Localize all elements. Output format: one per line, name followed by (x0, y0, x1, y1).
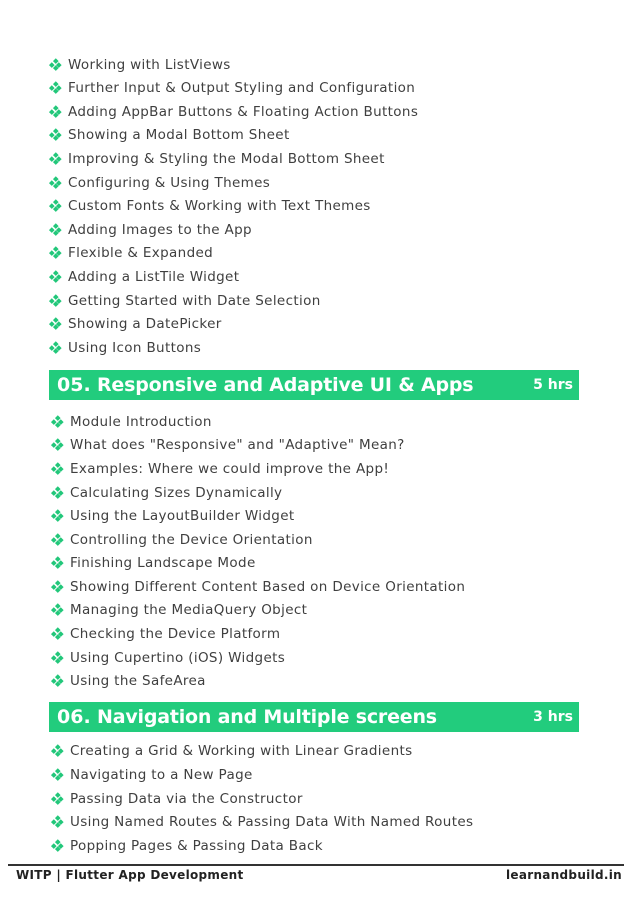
list-item-text: Using the LayoutBuilder Widget (70, 508, 295, 524)
list-item (52, 670, 206, 692)
list-item-text: Using Cupertino (iOS) Widgets (70, 650, 286, 666)
bullet-icon (50, 271, 61, 282)
bullet-icon (52, 793, 63, 804)
list-item-text: Further Input & Output Styling and Configuration (68, 80, 416, 96)
list-item (52, 576, 465, 598)
list-item (52, 764, 253, 786)
list-item (52, 552, 256, 574)
module-number: 05. (57, 374, 91, 396)
list-item (52, 411, 212, 433)
list-item-text: Custom Fonts & Working with Text Themes (68, 198, 371, 214)
list-item (50, 54, 231, 76)
bullet-icon (52, 510, 63, 521)
list-item (50, 313, 222, 335)
list-item-text: Improving & Styling the Modal Bottom Sheet (68, 151, 385, 167)
list-item (52, 811, 473, 833)
bullet-icon (52, 557, 63, 568)
bullet-icon (50, 153, 61, 164)
bullet-icon (50, 82, 61, 93)
list-item-text: Adding AppBar Buttons & Floating Action Buttons (68, 104, 419, 120)
list-item-text: Flexible & Expanded (68, 245, 214, 261)
list-item-text: Checking the Device Platform (70, 626, 281, 642)
bullet-icon (52, 628, 63, 639)
list-item-text: Navigating to a New Page (70, 767, 253, 783)
list-item (50, 172, 270, 194)
list-item (52, 788, 303, 810)
bullet-icon (50, 200, 61, 211)
list-item-text: What does "Responsive" and "Adaptive" Mean? (70, 437, 405, 453)
list-item (52, 835, 323, 857)
footer-course-title: WITP | Flutter App Development (16, 868, 244, 882)
list-item-text: Showing a DatePicker (68, 316, 222, 332)
footer-divider (8, 864, 624, 866)
bullet-icon (52, 439, 63, 450)
list-item-text: Module Introduction (70, 414, 212, 430)
bullet-icon (52, 534, 63, 545)
list-item (52, 458, 389, 480)
list-item (52, 623, 280, 645)
module-duration: 5 hrs (533, 377, 573, 393)
list-item-text: Popping Pages & Passing Data Back (70, 838, 323, 854)
list-item (50, 148, 385, 170)
list-item-text: Examples: Where we could improve the App! (70, 461, 390, 477)
list-item (50, 337, 201, 359)
bullet-icon (50, 106, 61, 117)
list-item-text: Finishing Landscape Mode (70, 555, 256, 571)
module-number: 06. (57, 706, 91, 728)
bullet-icon (52, 816, 63, 827)
list-item (52, 505, 295, 527)
bullet-icon (50, 295, 61, 306)
list-item-text: Using Named Routes & Passing Data With Named Routes (70, 814, 474, 830)
list-item-text: Adding a ListTile Widget (68, 269, 240, 285)
list-item-text: Managing the MediaQuery Object (70, 602, 308, 618)
bullet-icon (52, 463, 63, 474)
list-item (50, 195, 371, 217)
module-06-header (49, 702, 579, 732)
list-item (52, 647, 285, 669)
bullet-icon (50, 342, 61, 353)
module-title: Responsive and Adaptive UI & Apps (97, 374, 474, 396)
bullet-icon (52, 604, 63, 615)
list-item (50, 77, 415, 99)
list-item (52, 740, 413, 762)
bullet-icon (52, 745, 63, 756)
list-item-text: Using the SafeArea (70, 673, 206, 689)
list-item (50, 101, 418, 123)
bullet-icon (52, 416, 63, 427)
footer-website: learnandbuild.in (505, 868, 622, 882)
bullet-icon (50, 318, 61, 329)
bullet-icon (50, 247, 61, 258)
list-item-text: Getting Started with Date Selection (68, 293, 321, 309)
module-title: Navigation and Multiple screens (97, 706, 437, 728)
bullet-icon (52, 840, 63, 851)
bullet-icon (50, 59, 61, 70)
list-item (50, 266, 239, 288)
bullet-icon (50, 129, 61, 140)
bullet-icon (52, 581, 63, 592)
list-item-text: Using Icon Buttons (68, 340, 202, 356)
list-item (50, 219, 252, 241)
module-05-header (49, 370, 579, 400)
list-item-text: Creating a Grid & Working with Linear Gradients (70, 743, 413, 759)
list-item (50, 124, 290, 146)
list-item (52, 434, 405, 456)
list-item (50, 290, 321, 312)
bullet-icon (52, 769, 63, 780)
bullet-icon (50, 177, 61, 188)
list-item-text: Passing Data via the Constructor (70, 791, 303, 807)
list-item-text: Showing a Modal Bottom Sheet (68, 127, 290, 143)
list-item-text: Controlling the Device Orientation (70, 532, 313, 548)
list-item (52, 599, 307, 621)
bullet-icon (50, 224, 61, 235)
list-item-text: Configuring & Using Themes (68, 175, 271, 191)
bullet-icon (52, 675, 63, 686)
list-item (52, 482, 282, 504)
list-item-text: Adding Images to the App (68, 222, 252, 238)
list-item (52, 529, 313, 551)
list-item (50, 242, 213, 264)
list-item-text: Showing Different Content Based on Device Orientation (70, 579, 466, 595)
bullet-icon (52, 652, 63, 663)
list-item-text: Calculating Sizes Dynamically (70, 485, 283, 501)
module-duration: 3 hrs (533, 709, 573, 725)
list-item-text: Working with ListViews (68, 57, 231, 73)
bullet-icon (52, 487, 63, 498)
